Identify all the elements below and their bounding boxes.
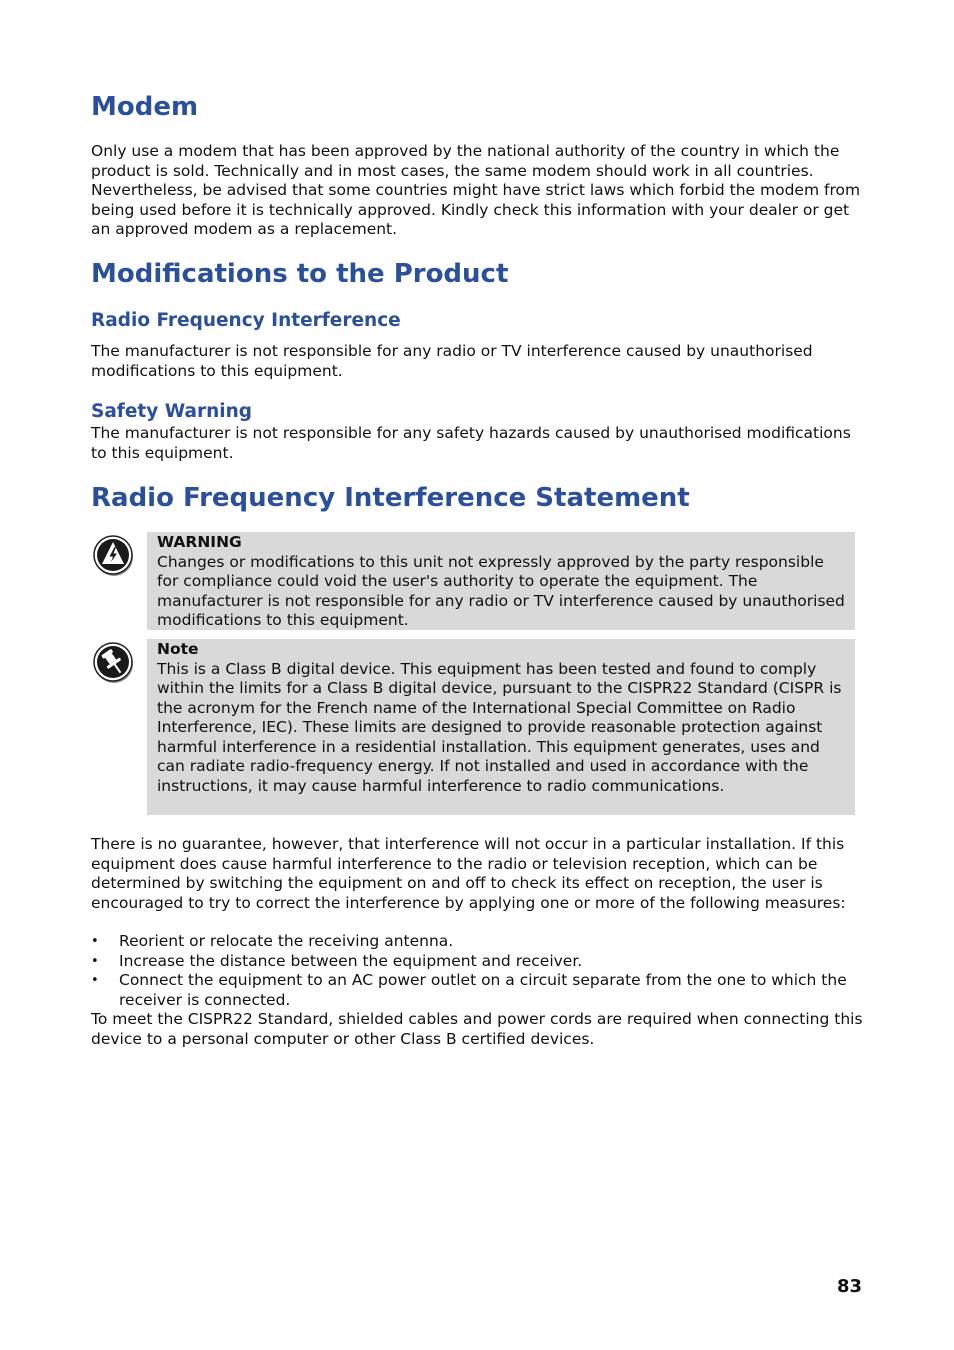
page-number: 83 xyxy=(836,1276,862,1297)
heading-modifications: Modifications to the Product xyxy=(91,259,509,289)
warning-box xyxy=(147,532,855,630)
note-title: Note xyxy=(157,640,199,658)
note-text: This is a Class B digital device. This equipment has been tested and found to comply within the limits for a Class B digital device, pursuant to the CISPR22 Standard (CISPR is the acronym for the French name of the International Special Committee on Radio Interference, IEC). These limits are designed to provide reasonable protection against harmful interference in a residential installation. This equipment generates, uses and can radiate radio-frequency energy. If not installed and used in accordance with the instructions, it may cause harmful interference to radio communications. xyxy=(157,659,842,795)
warning-title: WARNING xyxy=(157,533,242,551)
rfi-paragraph: The manufacturer is not responsible for any radio or TV interference caused by unauthorised modifications to this equipment. xyxy=(91,342,813,380)
note-box xyxy=(147,639,855,815)
warning-lightning-icon xyxy=(91,533,135,577)
measures-list xyxy=(91,932,866,1010)
measure-text: Increase the distance between the equipment and receiver. xyxy=(119,951,583,970)
list-item: • Connect the equipment to an AC power outlet on a circuit separate from the one to which the receiver is connected. xyxy=(91,971,847,1009)
closing-paragraph: To meet the CISPR22 Standard, shielded cables and power cords are required when connecting this device to a personal computer or other Class B certified devices. xyxy=(91,1010,863,1048)
subheading-safety-warning: Safety Warning xyxy=(91,401,253,422)
measure-text: Reorient or relocate the receiving antenna. xyxy=(119,932,454,950)
list-item: • Reorient or relocate the receiving antenna. xyxy=(91,932,454,950)
note-pin-icon xyxy=(91,640,135,684)
heading-modem: Modem xyxy=(91,92,199,122)
safety-paragraph: The manufacturer is not responsible for any safety hazards caused by unauthorised modifications to this equipment. xyxy=(91,424,851,462)
guarantee-paragraph: There is no guarantee, however, that interference will not occur in a particular installation. If this equipment does cause harmful interference to the radio or television reception, which can be determined by switching the equipment on and off to check its effect on reception, the user is encouraged to try to correct the interference by applying one or more of the following measures: xyxy=(91,835,846,912)
warning-text: Changes or modifications to this unit not expressly approved by the party responsible for compliance could void the user's authority to operate the equipment. The manufacturer is not responsible for any radio or TV interference caused by unauthorised modifications to this equipment. xyxy=(157,552,845,629)
subheading-rfi: Radio Frequency Interference xyxy=(91,310,401,331)
list-item: • Increase the distance between the equipment and receiver. xyxy=(91,951,583,970)
measure-text: Connect the equipment to an AC power outlet on a circuit separate from the one to which the receiver is connected. xyxy=(119,971,847,1009)
modem-paragraph: Only use a modem that has been approved by the national authority of the country in which the product is sold. Technically and in most cases, the same modem should work in all countries. Nevertheless, be advised that some countries might have strict laws which forbid the modem from being used before it is technically approved. Kindly check this information with your dealer or get an approved modem as a replacement. xyxy=(91,142,861,238)
heading-rfi-statement: Radio Frequency Interference Statement xyxy=(91,483,690,513)
